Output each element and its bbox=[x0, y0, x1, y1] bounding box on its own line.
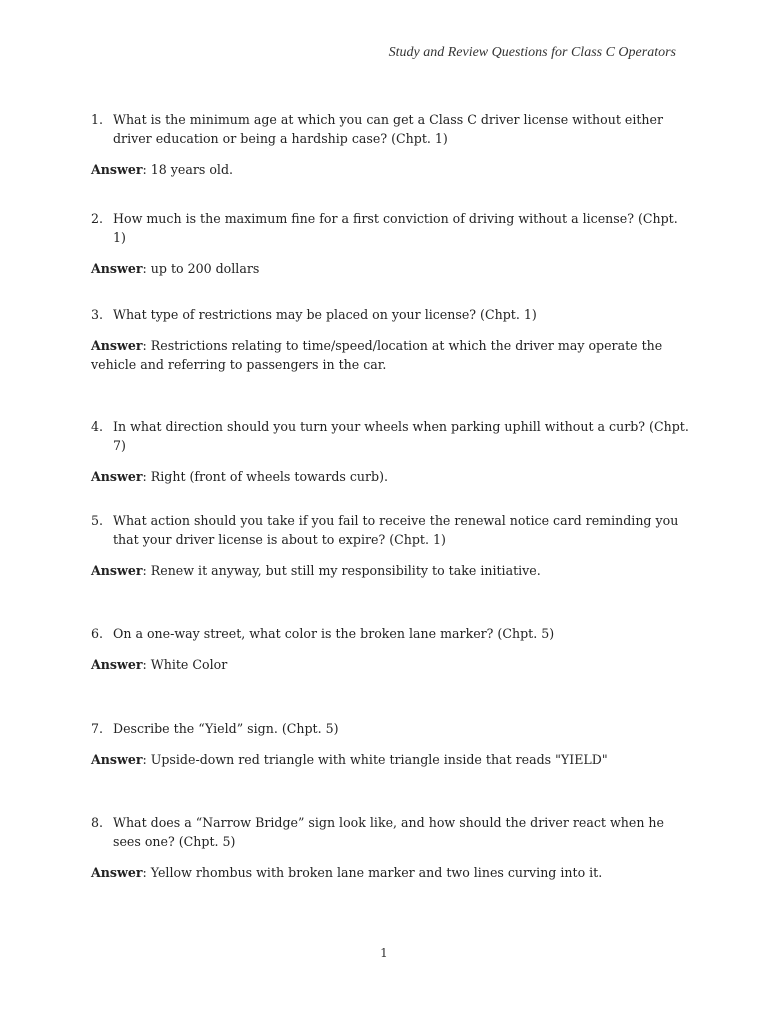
answer-text: : up to 200 dollars bbox=[142, 261, 260, 276]
question-4 bbox=[91, 417, 691, 455]
answer-label: Answer bbox=[91, 865, 143, 880]
question-text: What is the minimum age at which you can get a Class C driver license without either driver education or being a hardship case? (Chpt. 1) bbox=[113, 112, 664, 146]
question-5 bbox=[91, 511, 691, 549]
answer-1 bbox=[91, 160, 691, 179]
answer-text: : Renew it anyway, but still my responsibility to take initiative. bbox=[142, 563, 541, 578]
answer-text: : Yellow rhombus with broken lane marker and two lines curving into it. bbox=[142, 865, 603, 880]
question-text: What action should you take if you fail to receive the renewal notice card reminding you that your driver license is about to expire? (Chpt. 1) bbox=[113, 513, 679, 547]
question-number: 1. bbox=[91, 112, 104, 127]
answer-label: Answer bbox=[91, 752, 143, 767]
qa-item-7 bbox=[91, 719, 691, 769]
question-6 bbox=[91, 624, 691, 643]
answer-7 bbox=[91, 750, 691, 769]
answer-2 bbox=[91, 259, 691, 278]
question-text: On a one-way street, what color is the broken lane marker? (Chpt. 5) bbox=[113, 626, 555, 641]
question-number: 3. bbox=[91, 307, 104, 322]
question-number: 7. bbox=[91, 721, 104, 736]
answer-4 bbox=[91, 467, 691, 486]
answer-text: : Right (front of wheels towards curb). bbox=[142, 469, 389, 484]
question-7 bbox=[91, 719, 691, 738]
qa-item-3 bbox=[91, 305, 691, 374]
answer-label: Answer bbox=[91, 657, 143, 672]
answer-label: Answer bbox=[91, 469, 143, 484]
answer-6 bbox=[91, 655, 691, 674]
answer-label: Answer bbox=[91, 563, 143, 578]
answer-label: Answer bbox=[91, 261, 143, 276]
running-header: Study and Review Questions for Class C Operators bbox=[388, 45, 676, 60]
question-text: What does a “Narrow Bridge” sign look like, and how should the driver react when he sees one? (Chpt. 5) bbox=[113, 815, 665, 849]
question-number: 2. bbox=[91, 211, 104, 226]
question-text: In what direction should you turn your wheels when parking uphill without a curb? (Chpt. 7) bbox=[113, 419, 689, 453]
question-8 bbox=[91, 813, 691, 851]
qa-item-4 bbox=[91, 417, 691, 486]
qa-item-5 bbox=[91, 511, 691, 580]
answer-3 bbox=[91, 336, 691, 374]
answer-8 bbox=[91, 863, 691, 882]
answer-5 bbox=[91, 561, 691, 580]
page-number: 1 bbox=[380, 946, 388, 960]
question-number: 8. bbox=[91, 815, 104, 830]
question-number: 4. bbox=[91, 419, 104, 434]
answer-text: : White Color bbox=[142, 657, 228, 672]
question-1 bbox=[91, 110, 691, 148]
question-number: 6. bbox=[91, 626, 104, 641]
answer-label: Answer bbox=[91, 162, 143, 177]
question-2 bbox=[91, 209, 691, 247]
answer-text: : Upside-down red triangle with white triangle inside that reads "YIELD" bbox=[142, 752, 608, 767]
qa-item-6 bbox=[91, 624, 691, 674]
question-text: Describe the “Yield” sign. (Chpt. 5) bbox=[113, 721, 339, 736]
answer-text: : 18 years old. bbox=[142, 162, 234, 177]
question-text: What type of restrictions may be placed on your license? (Chpt. 1) bbox=[113, 307, 537, 322]
question-text: How much is the maximum fine for a first conviction of driving without a license? (Chpt. 1) bbox=[113, 211, 678, 245]
question-number: 5. bbox=[91, 513, 104, 528]
qa-item-8 bbox=[91, 813, 691, 882]
qa-item-1 bbox=[91, 110, 691, 179]
qa-item-2 bbox=[91, 209, 691, 278]
answer-label: Answer bbox=[91, 338, 143, 353]
answer-text: : Restrictions relating to time/speed/location at which the driver may operate the vehicle and referring to passengers in the car. bbox=[91, 338, 663, 372]
question-3 bbox=[91, 305, 691, 324]
